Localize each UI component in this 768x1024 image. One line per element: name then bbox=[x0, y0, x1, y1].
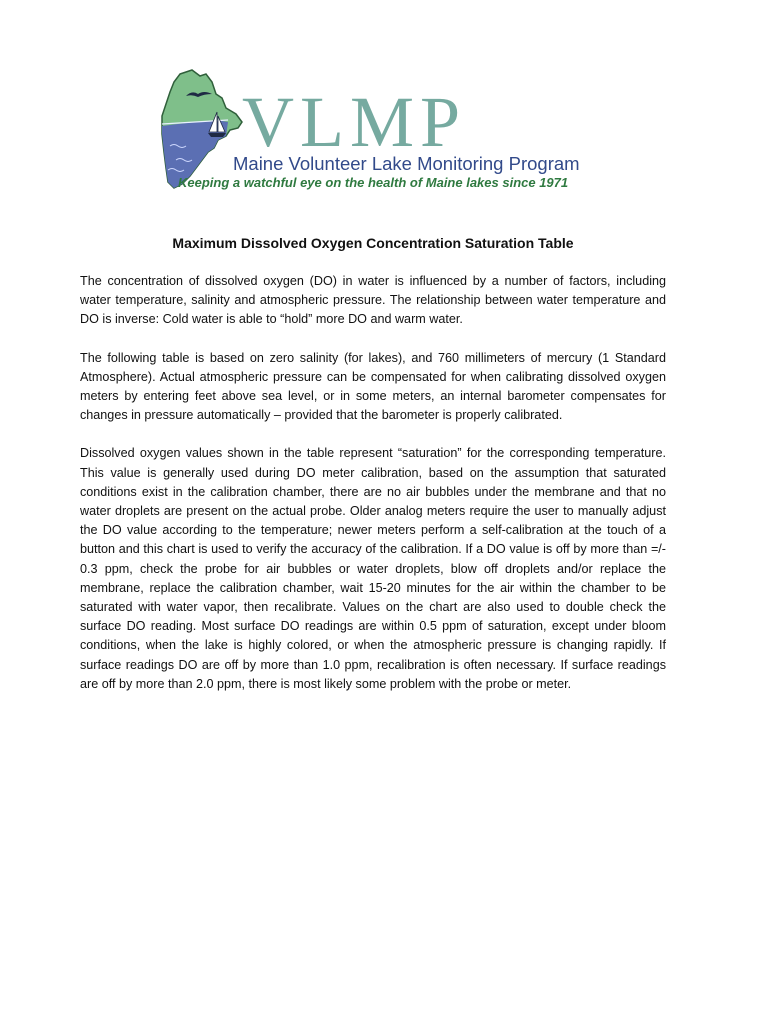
paragraph: Dissolved oxygen values shown in the table represent “saturation” for the corresponding temperature. This value is generally used during DO meter calibration, based on the assumption that saturated conditions exist in the calibration chamber, there are no air bubbles under the membrane and that no water droplets are present on the actual probe. Older analog meters require the user to manually adjust the DO value according to the temperature; newer meters perform a self-calibration at the touch of a button and this chart is used to verify the accuracy of the calibration. If a DO value is off by more than =/- 0.3 ppm, check the probe for air bubbles or water droplets, blow off droplets and/or replace the membrane, replace the calibration chamber, wait 15-20 minutes for the air within the chamber to be saturated with water vapor, then recalibrate. Values on the chart are also used to double check the surface DO reading. Most surface DO readings are within 0.5 ppm of saturation, except under bloom conditions, when the lake is highly colored, or when the atmospheric pressure is changing rapidly. If surface readings DO are off by more than 1.0 ppm, recalibration is often necessary. If surface readings are off by more than 2.0 ppm, there is most likely some problem with the probe or meter. bbox=[80, 446, 666, 691]
document-title: Maximum Dissolved Oxygen Concentration Saturation Table bbox=[172, 235, 574, 251]
sailboat-icon bbox=[206, 110, 228, 140]
logo-tagline: Keeping a watchful eye on the health of Maine lakes since 1971 bbox=[178, 175, 569, 190]
paragraph: The concentration of dissolved oxygen (DO) in water is influenced by a number of factors, including water temperature, salinity and atmospheric pressure. The relationship between water temperature and DO is inverse: Cold water is able to “hold” more DO and warm water. bbox=[80, 274, 666, 327]
logo-wordmark: VLMP bbox=[242, 82, 467, 162]
vlmp-logo bbox=[156, 64, 580, 196]
document-body bbox=[80, 272, 666, 713]
paragraph: The following table is based on zero salinity (for lakes), and 760 millimeters of mercury (1 Standard Atmosphere). Actual atmospheric pressure can be compensated for when calibrating dissolved oxygen meters by entering feet above sea level, or in some meters, an internal barometer compensates for changes in pressure automatically – provided that the barometer is properly calibrated. bbox=[80, 350, 666, 423]
loon-icon bbox=[184, 88, 214, 102]
logo-program-name: Maine Volunteer Lake Monitoring Program bbox=[233, 153, 580, 174]
